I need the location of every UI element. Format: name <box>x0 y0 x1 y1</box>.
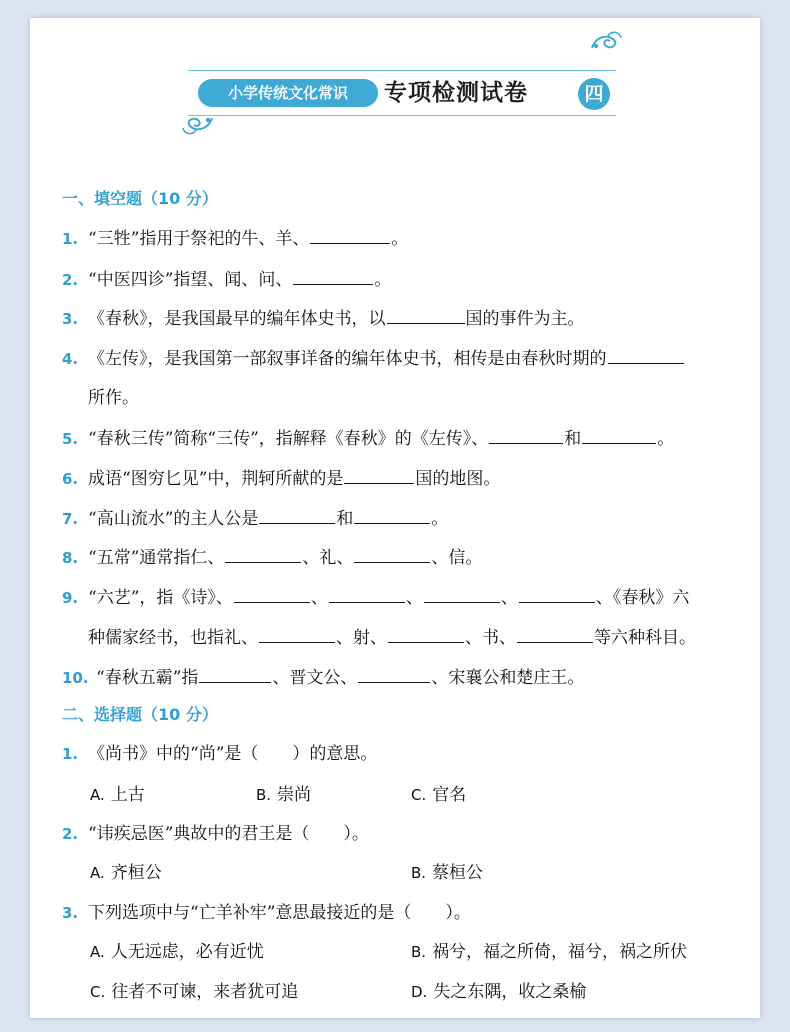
question-number: 5. <box>62 430 79 448</box>
question-text: 。 <box>374 270 392 290</box>
question-text: 。 <box>657 429 675 449</box>
question-text: “中医四诊”指望、闻、问、 <box>88 270 293 290</box>
option-a[interactable] <box>90 940 264 964</box>
question-1-9-continued <box>88 625 696 650</box>
question-1-7 <box>62 506 448 531</box>
option-letter: B. <box>256 786 272 804</box>
question-1-9 <box>62 585 689 610</box>
volume-badge: 四 <box>578 78 610 110</box>
question-text: 。 <box>431 509 449 529</box>
option-text: 祸兮，福之所倚，福兮，祸之所伏 <box>432 942 688 962</box>
question-stem: “讳疾忌医”典故中的君王是（ ）。 <box>88 824 369 844</box>
option-a[interactable] <box>90 783 145 807</box>
question-text: 种儒家经书，也指礼、 <box>88 628 258 648</box>
question-text: 《左传》，是我国第一部叙事详备的编年体史书，相传是由春秋时期的 <box>88 349 607 369</box>
section-heading-fill-in: 一、填空题（10 分） <box>62 189 218 208</box>
answer-blank[interactable] <box>310 226 390 244</box>
answer-blank[interactable] <box>225 545 301 563</box>
question-text: 、《春秋》六 <box>595 588 690 608</box>
question-number: 8. <box>62 549 79 567</box>
question-stem: 《尚书》中的“尚”是（ ）的意思。 <box>88 744 378 764</box>
question-text: 、宋襄公和楚庄王。 <box>431 668 585 688</box>
option-letter: B. <box>411 864 427 882</box>
option-letter: A. <box>90 943 105 961</box>
title-banner <box>188 70 616 116</box>
answer-blank[interactable] <box>519 585 595 603</box>
question-1-1 <box>62 226 408 251</box>
option-text: 往者不可谏，来者犹可追 <box>111 982 299 1002</box>
option-text: 失之东隅，收之桑榆 <box>433 982 587 1002</box>
question-1-6 <box>62 466 500 491</box>
question-text: “春秋五霸”指 <box>96 668 199 688</box>
option-b[interactable] <box>411 861 483 885</box>
question-number: 6. <box>62 470 79 488</box>
question-text: 《春秋》，是我国最早的编年体史书，以 <box>88 309 386 329</box>
answer-blank[interactable] <box>234 585 310 603</box>
page-title: 专项检测试卷 <box>384 80 528 106</box>
option-c[interactable] <box>90 980 298 1004</box>
question-text: 、晋文公、 <box>272 668 358 688</box>
question-1-4-continued: 所作。 <box>88 388 139 408</box>
question-1-5 <box>62 426 674 451</box>
question-1-3 <box>62 306 585 331</box>
question-number: 10. <box>62 669 89 687</box>
answer-blank[interactable] <box>259 506 335 524</box>
option-letter: A. <box>90 864 105 882</box>
question-text: “三牲”指用于祭祀的牛、羊、 <box>88 229 310 249</box>
question-2-2 <box>62 822 369 846</box>
question-text: 国的地图。 <box>415 469 501 489</box>
swirl-ornament-icon <box>588 30 624 52</box>
question-text: 、礼、 <box>302 548 354 568</box>
question-text: “高山流水”的主人公是 <box>88 509 259 529</box>
option-b[interactable] <box>256 783 311 807</box>
question-number: 1. <box>62 230 79 248</box>
question-2-3 <box>62 901 471 925</box>
answer-blank[interactable] <box>608 346 684 364</box>
question-number: 3. <box>62 904 79 922</box>
answer-blank[interactable] <box>424 585 500 603</box>
option-letter: B. <box>411 943 427 961</box>
question-number: 4. <box>62 350 79 368</box>
question-text: 和 <box>336 509 354 529</box>
option-text: 上古 <box>110 785 145 805</box>
answer-blank[interactable] <box>199 665 271 683</box>
question-text: 、 <box>405 588 423 608</box>
option-text: 官名 <box>432 785 467 805</box>
answer-blank[interactable] <box>344 466 414 484</box>
question-2-1 <box>62 742 377 766</box>
question-text: 、书、 <box>465 628 516 648</box>
answer-blank[interactable] <box>329 585 405 603</box>
answer-blank[interactable] <box>388 625 464 643</box>
question-1-8 <box>62 545 482 570</box>
question-text: 国的事件为主。 <box>465 309 585 329</box>
option-text: 蔡桓公 <box>432 863 484 883</box>
question-number: 7. <box>62 510 79 528</box>
question-text: 、 <box>310 588 328 608</box>
option-letter: C. <box>90 983 106 1001</box>
exam-page <box>30 18 760 1018</box>
option-c[interactable] <box>411 783 466 807</box>
answer-blank[interactable] <box>354 545 430 563</box>
option-letter: D. <box>411 983 428 1001</box>
swirl-ornament-icon <box>180 114 216 136</box>
question-text: 和 <box>564 429 582 449</box>
option-d[interactable] <box>411 980 586 1004</box>
question-text: 、信。 <box>431 548 483 568</box>
answer-blank[interactable] <box>582 426 656 444</box>
question-number: 9. <box>62 589 79 607</box>
question-1-2 <box>62 267 391 292</box>
answer-blank[interactable] <box>354 506 430 524</box>
question-text: 、射、 <box>336 628 387 648</box>
answer-blank[interactable] <box>387 306 465 324</box>
series-label-pill: 小学传统文化常识 <box>198 79 378 107</box>
answer-blank[interactable] <box>489 426 563 444</box>
option-letter: C. <box>411 786 427 804</box>
option-a[interactable] <box>90 861 162 885</box>
answer-blank[interactable] <box>259 625 335 643</box>
question-text: 。 <box>391 229 409 249</box>
question-1-4 <box>62 346 685 371</box>
answer-blank[interactable] <box>293 267 373 285</box>
option-text: 人无远虑，必有近忧 <box>110 942 264 962</box>
section-heading-multiple-choice: 二、选择题（10 分） <box>62 705 218 724</box>
option-text: 崇尚 <box>277 785 312 805</box>
question-number: 1. <box>62 745 79 763</box>
question-text: 成语“图穷匕见”中，荆轲所献的是 <box>88 469 344 489</box>
question-text: “六艺”，指《诗》、 <box>88 588 233 608</box>
question-number: 2. <box>62 271 79 289</box>
answer-blank[interactable] <box>358 665 430 683</box>
question-number: 3. <box>62 310 79 328</box>
option-letter: A. <box>90 786 105 804</box>
question-text: “五常”通常指仁、 <box>88 548 225 568</box>
question-number: 2. <box>62 825 79 843</box>
option-text: 齐桓公 <box>110 863 162 883</box>
answer-blank[interactable] <box>517 625 593 643</box>
question-text: 等六种科目。 <box>594 628 696 648</box>
option-b[interactable] <box>411 940 687 964</box>
question-stem: 下列选项中与“亡羊补牢”意思最接近的是（ ）。 <box>88 903 471 923</box>
question-text: “春秋三传”简称“三传”，指解释《春秋》的《左传》、 <box>88 429 489 449</box>
question-1-10 <box>62 665 584 690</box>
question-text: 、 <box>500 588 518 608</box>
